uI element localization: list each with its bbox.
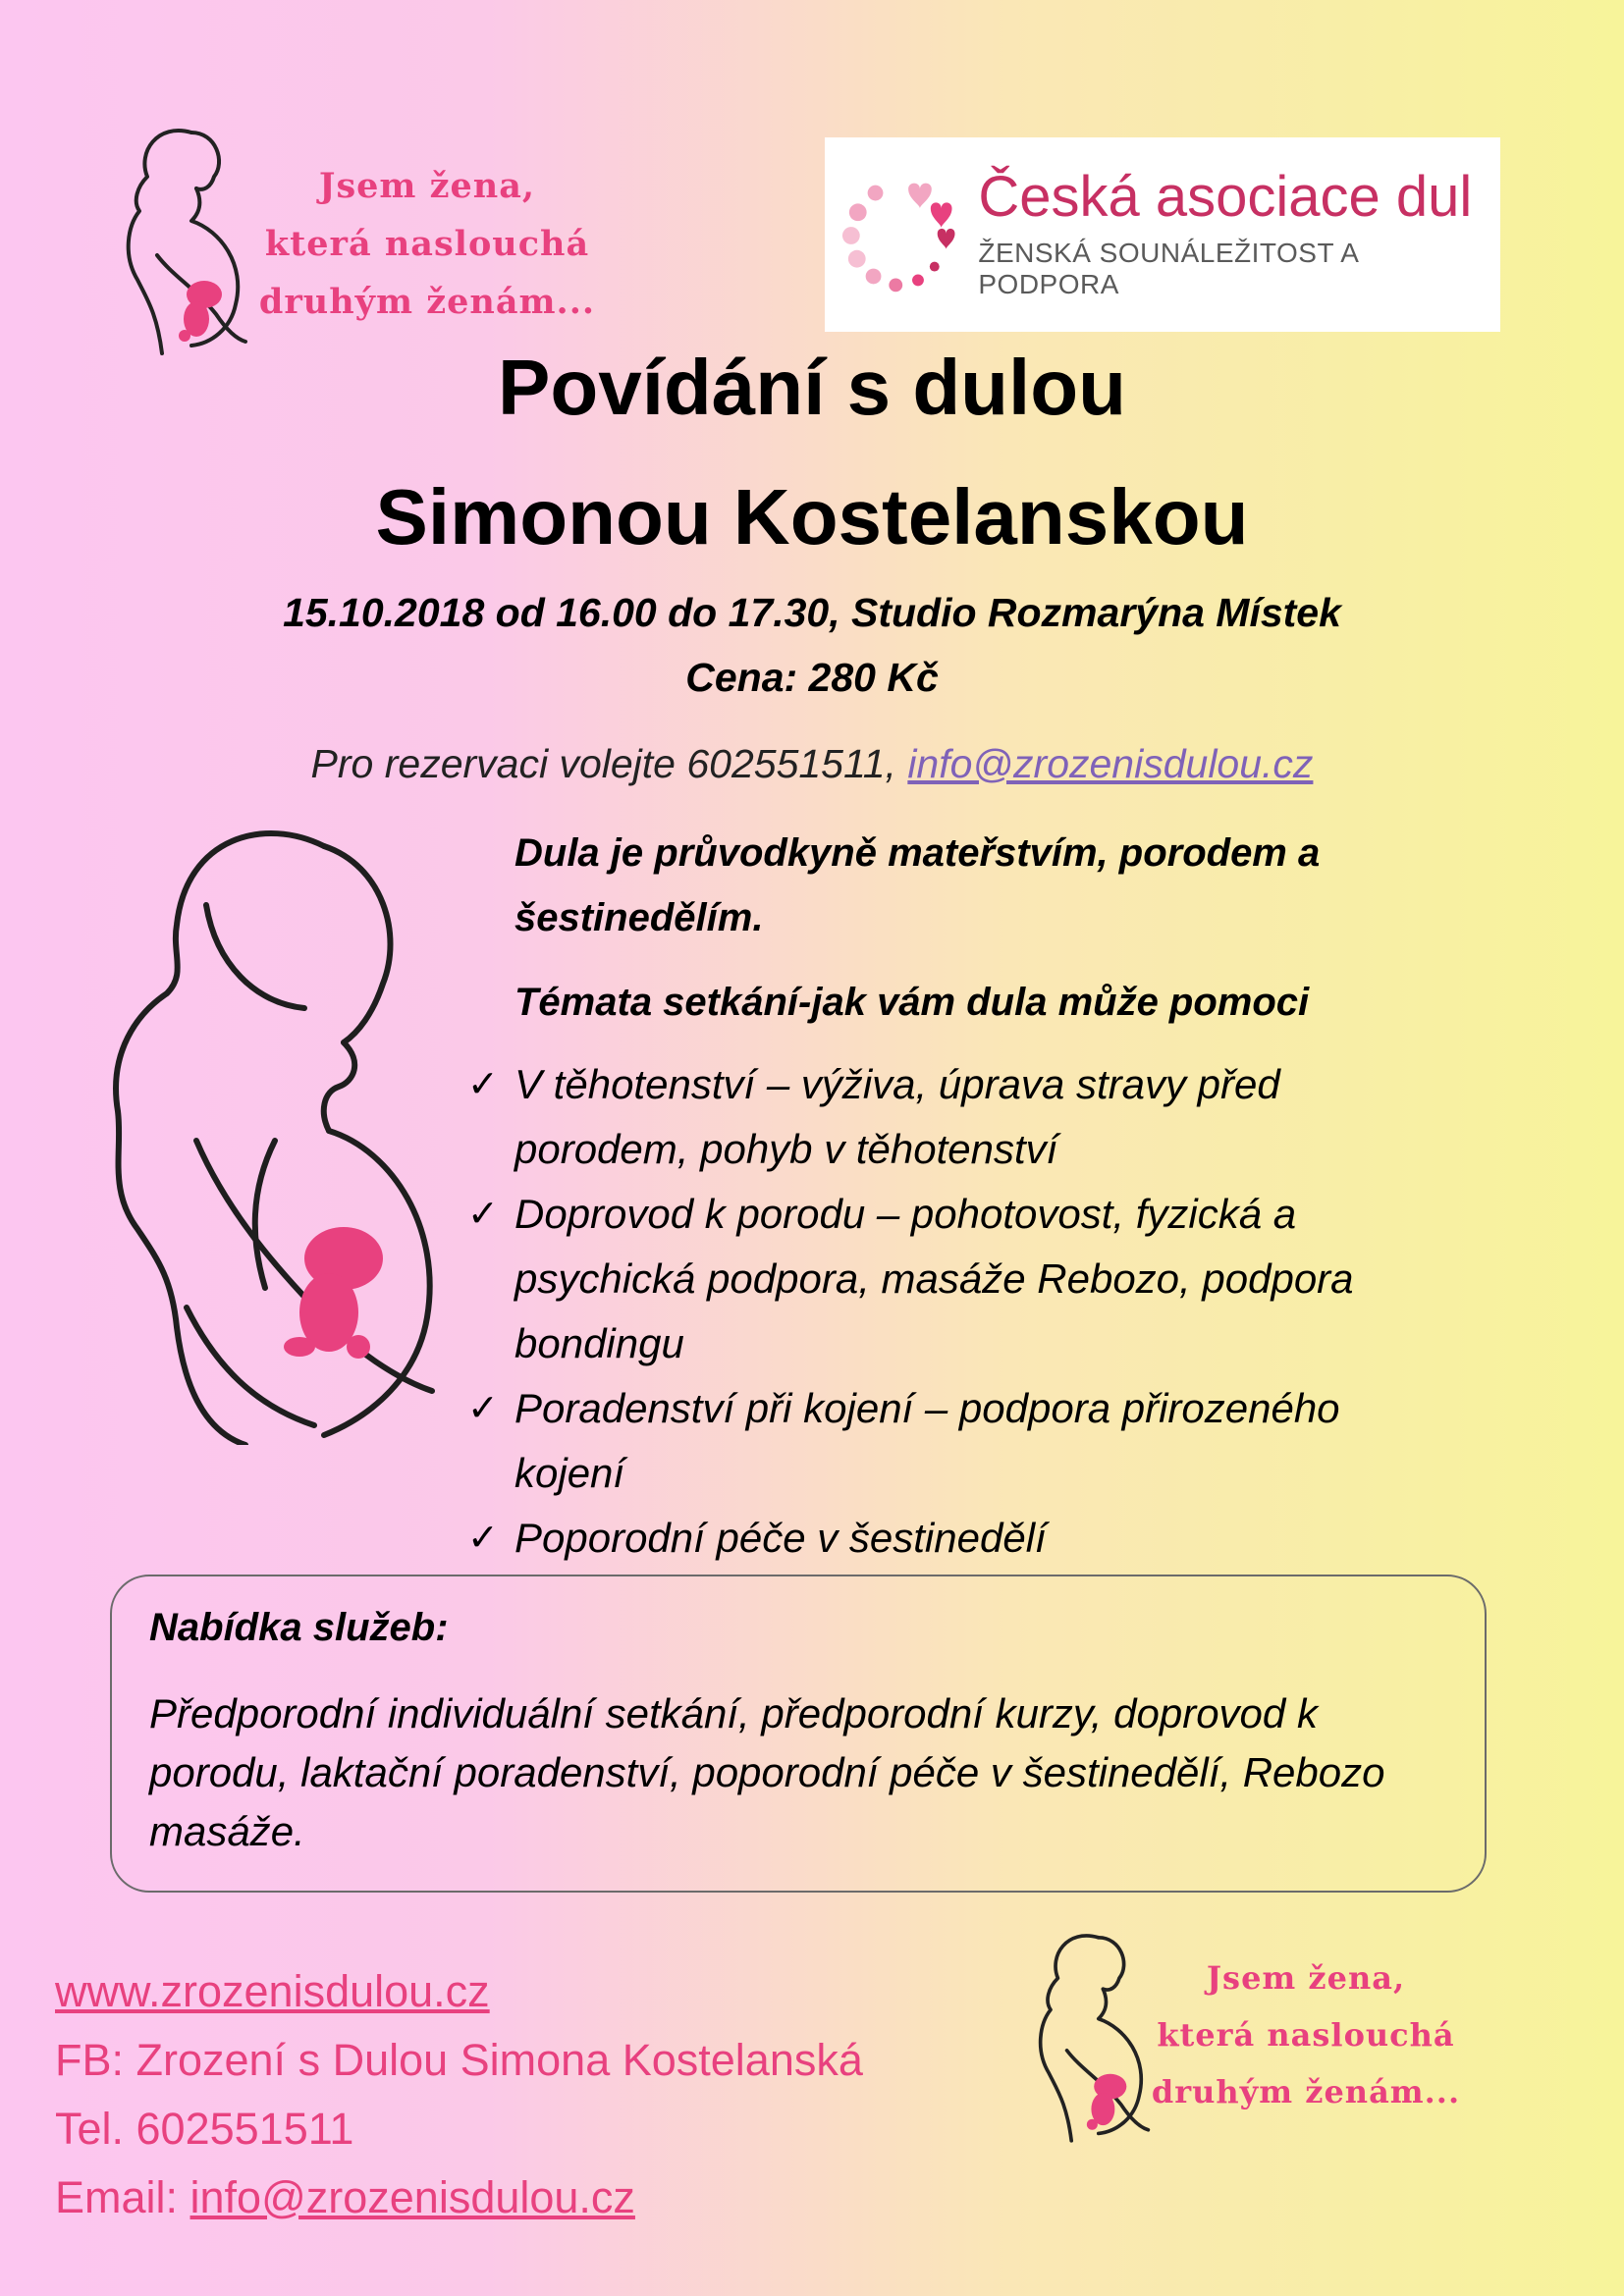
email-label: Email: [55,2172,190,2222]
services-title: Nabídka služeb: [149,1606,449,1649]
contact-tel: Tel. 602551511 [55,2104,354,2154]
intro-text: Dula je průvodkyně mateřstvím, porodem a šestinedělím. [514,831,1321,939]
hearts-circle-icon [839,171,964,298]
reservation-text: Pro rezervaci volejte 602551511, [310,741,908,786]
tagline-line: která naslouchá [1157,2016,1455,2054]
topics-heading: Témata setkání-jak vám dula může pomoci [514,981,1310,1024]
logo-subtitle: ŽENSKÁ SOUNÁLEŽITOST A PODPORA [978,238,1358,299]
pregnant-woman-small-icon [98,118,255,363]
page-title-line1: Povídání s dulou [497,344,1127,431]
list-item [465,1052,1457,1182]
page-title-line2: Simonou Kostelanskou [375,473,1249,561]
tagline-line: Jsem žena, [1206,1959,1406,1997]
topics-list [465,1052,1457,1571]
checkmark-icon: ✓ [467,1194,499,1235]
price: Cena: 280 Kč [685,655,939,700]
contact-website [55,1966,490,2016]
list-item [465,1506,1457,1571]
topic-text: Poporodní péče v šestinedělí [514,1515,1047,1561]
topic-text: Poradenství při kojení – podpora přirozeného kojení [514,1385,1340,1496]
checkmark-icon: ✓ [467,1064,499,1105]
contact-email [55,2172,635,2222]
tagline-bottom [1139,1949,1473,2120]
tagline-line: druhým ženám... [1151,2073,1461,2110]
tagline-line: která naslouchá [264,224,590,264]
tagline-top [245,157,609,331]
services-box [110,1575,1487,1893]
event-details: 15.10.2018 od 16.00 do 17.30, Studio Rozmarýna Místek [283,590,1341,635]
contact-fb: FB: Zrození s Dulou Simona Kostelanská [55,2035,863,2085]
tagline-line: druhým ženám... [258,282,596,322]
pregnant-woman-small-icon [1011,1924,1159,2150]
association-logo [825,137,1500,332]
topic-text: V těhotenství – výživa, úprava stravy před porodem, pohyb v těhotenství [514,1061,1280,1172]
tagline-line: Jsem žena, [318,166,536,206]
logo-title: Česká asociace dul [978,165,1473,229]
email-link[interactable]: info@zrozenisdulou.cz [189,2172,635,2222]
checkmark-icon: ✓ [467,1518,499,1559]
reservation-email-link[interactable]: info@zrozenisdulou.cz [907,741,1314,786]
checkmark-icon: ✓ [467,1388,499,1429]
services-text: Předporodní individuální setkání, předporodní kurzy, doprovod k porodu, laktační poradenství, poporodní péče v šestinedělí, Rebozo masáže. [149,1690,1385,1854]
reservation-line [0,736,1624,791]
list-item [465,1182,1457,1376]
website-link[interactable]: www.zrozenisdulou.cz [55,1966,490,2016]
list-item [465,1376,1457,1506]
topic-text: Doprovod k porodu – pohotovost, fyzická a psychická podpora, masáže Rebozo, podpora bondingu [514,1191,1354,1366]
pregnant-woman-large-icon [79,817,471,1445]
